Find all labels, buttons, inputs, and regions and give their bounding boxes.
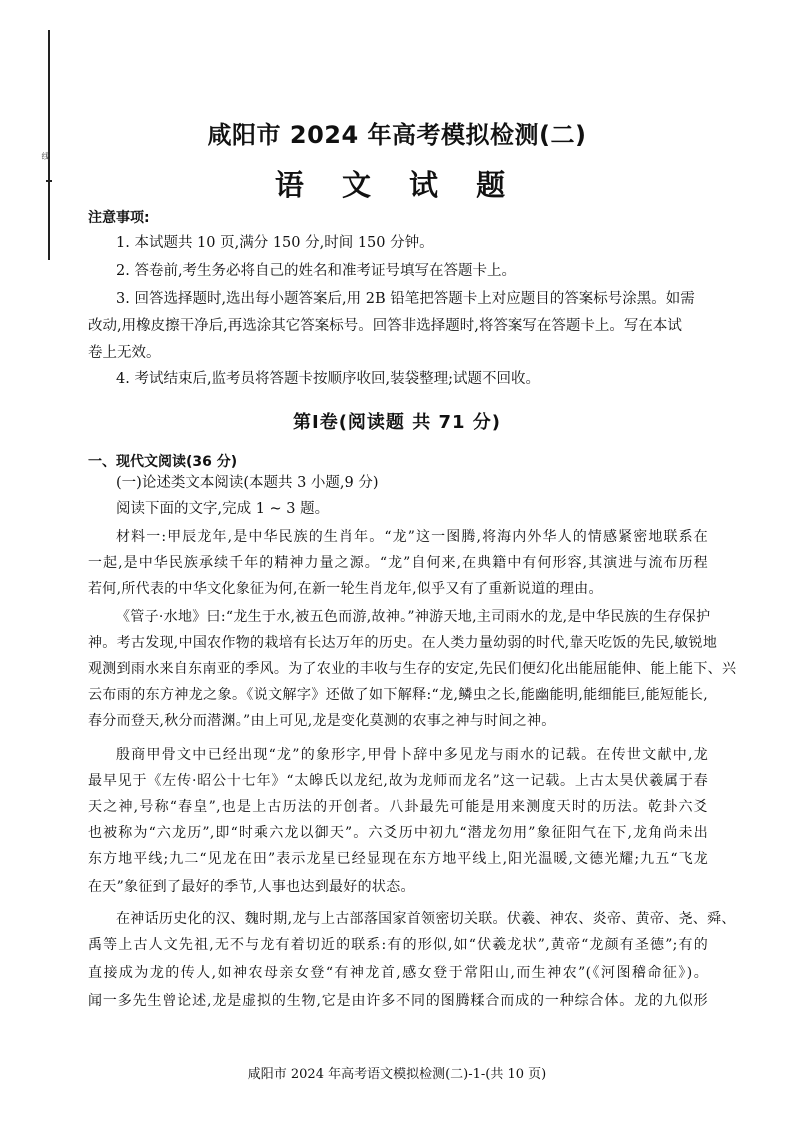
part-heading: 一、现代文阅读(36 分) [88,454,238,470]
notes-heading: 注意事项: [88,210,150,226]
passage-line: 天之神,号称“春皇”,也是上古历法的开创者。八卦最先可能是用来测度天时的历法。乾卦六爻 [88,799,708,815]
reading-instruction: 阅读下面的文字,完成 1 ~ 3 题。 [116,501,330,517]
note-item: 1. 本试题共 10 页,满分 150 分,时间 150 分钟。 [116,235,434,251]
passage-line: 材料一:甲辰龙年,是中华民族的生肖年。“龙”这一图腾,将海内外华人的情感紧密地联系在 [116,529,708,545]
note-item: 4. 考试结束后,监考员将答题卡按顺序收回,装袋整理;试题不回收。 [116,371,541,387]
passage-line: 禹等上古人文先祖,无不与龙有着切近的联系:有的形似,如“伏羲龙状”,黄帝“龙颜有圣德”;有的 [88,937,708,953]
passage-line: 云布雨的东方神龙之象。《说文解字》还做了如下解释:“龙,鳞虫之长,能幽能明,能细能巨,能短能长, [88,687,708,703]
passage-line: 在神话历史化的汉、魏时期,龙与上古部落国家首领密切关联。伏羲、神农、炎帝、黄帝、尧、舜、 [116,911,736,927]
passage-line: 闻一多先生曾论述,龙是虚拟的生物,它是由许多不同的图腾糅合而成的一种综合体。龙的九似形 [88,993,708,1009]
passage-line: 神。考古发现,中国农作物的栽培有长达万年的历史。在人类力量幼弱的时代,靠天吃饭的先民,敏锐地 [88,635,718,651]
note-item: 3. 回答选择题时,选出每小题答案后,用 2B 铅笔把答题卡上对应题目的答案标号涂黑。如需 [116,291,695,307]
exam-title: 咸阳市 2024 年高考模拟检测(二) [207,121,587,149]
subject-title: 语 文 试 题 [274,168,520,202]
section-title: 第Ⅰ卷(阅读题 共 71 分) [293,412,501,433]
subpart-heading: (一)论述类文本阅读(本题共 3 小题,9 分) [116,475,379,491]
binding-margin-mark: 线 [41,152,50,160]
note-item-continued: 改动,用橡皮擦干净后,再选涂其它答案标号。回答非选择题时,将答案写在答题卡上。写在本试 [88,318,682,334]
passage-line: 若何,所代表的中华文化象征为何,在新一轮生肖龙年,似乎又有了重新说道的理由。 [88,581,603,597]
passage-line: 在天”象征到了最好的季节,人事也达到最好的状态。 [88,879,415,895]
passage-line: 《管子·水地》曰:“龙生于水,被五色而游,故神。”神游天地,主司雨水的龙,是中华民族的生存保护 [116,609,711,625]
passage-line: 殷商甲骨文中已经出现“龙”的象形字,甲骨卜辞中多见龙与雨水的记载。在传世文献中,龙 [116,747,708,763]
passage-line: 春分而登天,秋分而潜渊。”由上可见,龙是变化莫测的农事之神与时间之神。 [88,713,556,729]
page-footer: 咸阳市 2024 年高考语文模拟检测(二)-1-(共 10 页) [247,1067,547,1082]
passage-line: 也被称为“六龙历”,即“时乘六龙以御天”。六爻历中初九“潜龙勿用”象征阳气在下,龙角尚未出 [88,825,708,841]
note-item-continued: 卷上无效。 [88,345,161,361]
passage-line: 东方地平线;九二“见龙在田”表示龙星已经显现在东方地平线上,阳光温暖,文德光耀;九五“飞龙 [88,851,708,867]
passage-line: 一起,是中华民族承续千年的精神力量之源。“龙”自何来,在典籍中有何形容,其演进与流布历程 [88,555,708,571]
passage-line: 直接成为龙的传人,如神农母亲女登“有神龙首,感女登于常阳山,而生神农”(《河图稽命征》)。 [88,965,708,981]
passage-line: 最早见于《左传·昭公十七年》“太皞氏以龙纪,故为龙师而龙名”这一记载。上古太昊伏羲属于春 [88,773,708,789]
passage-line: 观测到雨水来自东南亚的季风。为了农业的丰收与生存的安定,先民们便幻化出能屈能伸、能上能下、兴 [88,661,737,677]
note-item: 2. 答卷前,考生务必将自己的姓名和准考证号填写在答题卡上。 [116,263,517,279]
